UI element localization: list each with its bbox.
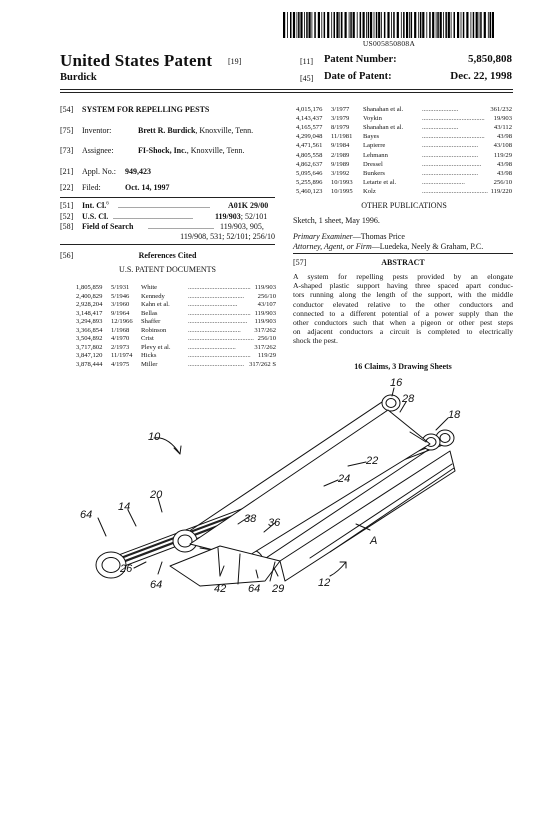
barcode-bar [341,12,343,38]
reference-name: Shaffer [141,318,161,325]
abstract-code: [57] [293,258,307,267]
barcode-bar [336,12,338,38]
reference-date: 2/1973 [111,343,130,351]
barcode-bar [297,12,298,38]
right-rule [293,253,513,254]
field-value-2: 119/908, 531; 52/101; 256/10 [180,232,275,241]
barcode-bar [304,12,305,38]
examiner-name: —Thomas Price [352,232,405,241]
reference-cls: 317/262 [254,343,276,351]
barcode-bar [426,12,427,38]
header-rule [60,89,513,90]
inventor-label: Inventor: [82,126,112,135]
barcode-bar [357,12,358,38]
other-pubs-heading: OTHER PUBLICATIONS [361,201,447,210]
intcl-sup: 6 [106,201,109,207]
reference-num: 2,400,829 [76,292,103,300]
field-dots: ................................. [148,222,214,231]
barcode-bar [327,12,329,38]
reference-num: 3,148,417 [76,309,103,317]
reference-name: Letarte et al. [363,178,397,186]
barcode-bar [476,12,478,38]
label-64-a: 64 [80,509,93,521]
reference-dots: ...................................... [188,284,251,291]
barcode-bar [300,12,302,38]
primary-examiner [293,232,405,241]
barcode-bar [350,12,352,38]
abstract-line: shock the pest. [293,336,338,346]
barcode-bar [466,12,468,38]
reference-num: 3,878,444 [76,360,103,368]
reference-cls: 43/98 [496,133,512,141]
uscl-code: [52] [60,212,74,221]
reference-num: 4,143,437 [296,115,323,123]
reference-cls: 119/903 [254,309,276,317]
reference-num: 1,805,859 [76,284,103,291]
barcode-bar [384,12,386,38]
filed-date: Oct. 14, 1997 [125,183,170,192]
label-64-c: 64 [248,583,261,595]
appl-code: [21] [60,167,74,176]
barcode-bar [368,12,370,38]
barcode-bar [366,12,367,38]
reference-num: 2,928,204 [76,301,103,308]
barcode-bar [401,12,402,38]
barcode-number: US005850808A [362,39,416,48]
inventor-code: [75] [60,126,74,135]
reference-date: 3/1960 [111,301,130,308]
barcode-bar [353,12,355,38]
reference-dots: .................................. [422,169,479,177]
intcl-label: Int. Cl. [82,201,107,210]
label-28: 28 [402,393,415,405]
reference-dots: .................................. [188,292,245,300]
barcode-bar [445,12,447,38]
field-code: [58] [60,222,74,231]
barcode-bar [318,12,320,38]
reference-dots: ................................ [188,326,241,334]
barcode-bar [414,12,416,38]
barcode-bar [287,12,288,38]
barcode-bar [363,12,365,38]
attorney-label: Attorney, Agent, or Firm [293,242,372,251]
barcode-bar [345,12,347,38]
reference-name: Shanahan et al. [363,124,404,132]
date-value: Dec. 22, 1998 [450,70,512,82]
barcode-bar [436,12,437,38]
barcode-bar [391,12,392,38]
barcode-bar [370,12,372,38]
abstract-heading: ABSTRACT [381,258,425,267]
uscl-label: U.S. Cl. [82,212,109,221]
reference-name: Kennedy [141,292,165,300]
barcode-bar [440,12,442,38]
reference-name: Bunkers [363,169,385,177]
inventor-name: Brett R. Burdick [138,126,196,135]
reference-cls: 119/29 [257,352,276,359]
reference-name: Plevy et al. [141,343,171,351]
barcode-bar [432,12,434,38]
barcode-bar [334,12,336,38]
intcl-code: [51] [60,201,74,210]
reference-date: 4/1975 [111,360,130,368]
barcode-bar [312,12,313,38]
title-code: [19] [228,57,242,66]
reference-dots: ...................................... [422,115,485,123]
abstract-line: conductor elevated relative to the other conductors and [293,299,513,309]
label-64-b: 64 [150,579,163,591]
reference-date: 10/1995 [331,187,353,195]
barcode-bar [420,12,422,38]
claims-summary: 16 Claims, 3 Drawing Sheets [354,362,452,371]
reference-name: Hicks [141,352,157,359]
barcode-bar [349,12,350,38]
barcode-bar [437,12,439,38]
reference-num: 5,255,896 [296,178,323,186]
reference-num: 4,471,561 [296,142,323,150]
reference-num: 3,366,854 [76,326,103,334]
field-value: 119/903, 905, [220,222,264,231]
barcode-bar [463,12,465,38]
reference-date: 9/1989 [331,160,350,168]
left-rule-2 [60,244,275,245]
appl-number: 949,423 [125,167,151,176]
reference-cls: 317/262 [254,326,276,334]
barcode-bar [406,12,408,38]
reference-dots: .................................... [422,160,482,168]
header-rule-2 [60,92,513,93]
label-38: 38 [244,513,257,525]
barcode-bar [490,12,492,38]
barcode-bar [480,12,482,38]
reference-cls: 361/232 [490,106,512,113]
reference-num: 5,460,123 [296,187,323,195]
barcode-bar [443,12,444,38]
reference-cls: 43/98 [496,169,512,177]
support-surface [190,410,430,558]
inventor-entry [138,126,253,135]
assignee-code: [73] [60,146,74,155]
date-code: [45] [300,74,314,83]
inventor-place: , Knoxville, Tenn. [195,126,254,135]
barcode-bar [360,12,362,38]
reference-num: 4,299,048 [296,133,323,141]
reference-date: 10/1993 [331,178,353,186]
label-22: 22 [366,455,379,467]
reference-name: Shanahan et al. [363,106,404,113]
reference-dots: ...................................... [188,352,251,359]
barcode-bar [418,12,419,38]
us-patent-docs-heading: U.S. PATENT DOCUMENTS [119,265,216,274]
reference-date: 12/1966 [111,318,133,325]
reference-num: 4,015,176 [296,106,323,113]
reference-date: 3/1979 [331,115,350,123]
us-references-right [296,106,512,201]
field-label: Field of Search [82,222,134,231]
reference-dots: .............................. [188,301,238,308]
label-24: 24 [338,473,351,485]
abstract-line: on adjacent conductors a circuit is completed to electrically [293,327,513,337]
title-code-54: [54] [60,105,74,114]
reference-dots: .......................... [422,178,465,186]
reference-name: Robinson [141,326,167,334]
label-18: 18 [448,409,461,421]
barcode-bar [479,12,480,38]
barcode-bar [409,12,410,38]
barcode-bar [457,12,459,38]
refs-code: [56] [60,251,74,260]
reference-dots: ............................. [188,343,236,351]
reference-cls: 119/903 [254,284,276,291]
label-20: 20 [150,489,163,501]
other-publication: Sketch, 1 sheet, May 1996. [293,216,380,225]
abstract-line: tors running along the length of the support, with the middle [293,290,513,300]
barcode-bar [290,12,292,38]
uscl-value: 119/903 [215,212,241,221]
reference-dots: ...................... [422,106,459,113]
uscl-dots: ........................................ [113,212,193,221]
patent-number-value: 5,850,808 [468,53,512,65]
barcode-bar [454,12,456,38]
reference-cls: 119/29 [493,151,512,159]
attorney [293,242,483,251]
reference-name: Lehmann [363,151,388,159]
reference-dots: ...................................... [188,309,251,317]
reference-num: 3,847,120 [76,352,103,359]
reference-num: 4,862,637 [296,160,323,168]
intcl-dots: .............................................. [118,201,210,210]
assignee-label: Assignee: [82,146,114,155]
barcode-bar [324,12,326,38]
reference-dots: ...................................... [422,133,485,141]
barcode-bar [403,12,405,38]
abstract-line: A system for repelling pests provided by an elongate [293,272,513,281]
barcode-bar [411,12,413,38]
barcode-bar [484,12,486,38]
inventor-surname: Burdick [60,72,97,83]
reference-cls: 43/107 [257,301,276,308]
us-references-left [76,284,276,374]
barcode-bar [306,12,308,38]
reference-cls: 256/10 [257,335,276,342]
abstract-line: A-shaped plastic support having three spaced apart conduc- [293,281,513,291]
reference-dots: .................................. [422,151,479,159]
barcode-bar [339,12,340,38]
reference-num: 4,165,577 [296,124,323,132]
label-29: 29 [272,583,285,595]
reference-name: Miller [141,360,158,368]
reference-cls: 119/220 [490,187,512,195]
reference-cls: 19/903 [493,115,512,123]
barcode-bar [451,12,452,38]
barcode-bar [393,12,395,38]
reference-num: 3,504,892 [76,335,103,342]
barcode [283,12,495,38]
reference-cls: 256/10 [257,292,276,300]
reference-date: 3/1992 [331,169,350,177]
abstract-line: connected to a different potential of a power supply than the [293,308,513,318]
assignee-name: FI-Shock, Inc. [138,146,187,155]
reference-name: Kolz [363,187,376,195]
reference-name: Lapierre [363,142,386,150]
label-36: 36 [268,517,281,529]
reference-num: 3,294,893 [76,318,103,325]
label-16: 16 [390,377,403,389]
barcode-bar [387,12,389,38]
reference-dots: ........................................ [188,335,254,342]
barcode-bar [381,12,382,38]
uscl-entry [215,212,267,221]
label-42: 42 [214,583,227,595]
examiner-label: Primary Examiner [293,232,353,241]
reference-num: 5,095,646 [296,169,323,177]
barcode-bar [488,12,489,38]
reference-date: 4/1970 [111,335,130,342]
reference-num: 4,805,558 [296,151,323,159]
barcode-bar [321,12,322,38]
reference-date: 5/1946 [111,292,130,300]
barcode-bar [309,12,311,38]
reference-date: 9/1984 [331,142,350,150]
reference-name: Crist [141,335,154,342]
reference-cls: 43/98 [496,160,512,168]
reference-date: 2/1989 [331,151,350,159]
reference-num: 3,717,802 [76,343,103,351]
reference-date: 11/1974 [111,352,133,359]
reference-name: Dressel [363,160,383,168]
intcl-label-wrap [82,201,109,210]
barcode-bar [378,12,380,38]
references-heading: References Cited [138,251,197,260]
barcode-bar [422,12,424,38]
barcode-bar [298,12,300,38]
barcode-bar [374,12,375,38]
barcode-bar [448,12,450,38]
reference-date: 8/1979 [331,124,350,132]
barcode-bar [376,12,378,38]
reference-dots: ...................... [422,124,459,132]
reference-dots: .................................... [188,318,248,325]
reference-cls: 256/10 [493,178,512,186]
label-12: 12 [318,577,331,589]
reference-name: White [141,284,158,291]
reference-name: Voykin [363,115,382,123]
appl-label: Appl. No.: [82,167,116,176]
barcode-bar [283,12,285,38]
uscl-value2: ; 52/101 [240,212,268,221]
attorney-name: —Luedeka, Neely & Graham, P.C. [371,242,484,251]
barcode-bar [397,12,399,38]
reference-date: 11/1981 [331,133,353,141]
reference-date: 3/1977 [331,106,350,113]
intcl-value: A01K 29/00 [228,201,269,210]
left-rule-1 [60,197,275,198]
barcode-bar [331,12,332,38]
date-label: Date of Patent: [324,71,392,82]
label-A: A [370,535,378,547]
patent-number-label: Patent Number: [324,54,397,65]
barcode-bar [473,12,475,38]
reference-dots: .................................. [188,360,245,368]
assignee-entry [138,146,244,155]
reference-dots: .................................. [422,142,479,150]
invention-title: SYSTEM FOR REPELLING PESTS [82,105,210,114]
reference-name: Bellas [141,309,158,317]
barcode-bar [429,12,431,38]
reference-dots: ........................................ [422,187,488,195]
barcode-bar [471,12,472,38]
label-26: 26 [120,563,133,575]
barcode-bar [293,12,295,38]
filed-code: [22] [60,183,74,192]
abstract-body [293,272,513,346]
reference-name: Bayes [363,133,380,141]
barcode-bar [461,12,462,38]
reference-name: Kahn et al. [141,301,170,308]
reference-date: 1/1968 [111,326,130,334]
patent-drawing [70,376,500,601]
reference-date: 5/1931 [111,284,130,291]
reference-cls: 43/108 [493,142,512,150]
assignee-place: , Knoxville, Tenn. [186,146,245,155]
label-14: 14 [118,501,131,513]
label-10: 10 [148,431,161,443]
barcode-bar [492,12,494,38]
reference-cls: 119/903 [254,318,276,325]
middle-rod-end [173,530,197,552]
reference-cls: 317/262 S [249,360,276,368]
patent-title: United States Patent [60,51,213,70]
reference-date: 9/1964 [111,309,130,317]
patent-number-code: [11] [300,57,314,66]
abstract-line: other conductors such that when a pigeon or other pest steps [293,318,513,328]
reference-cls: 43/112 [493,124,512,132]
barcode-bar [314,12,316,38]
filed-label: Filed: [82,183,101,192]
